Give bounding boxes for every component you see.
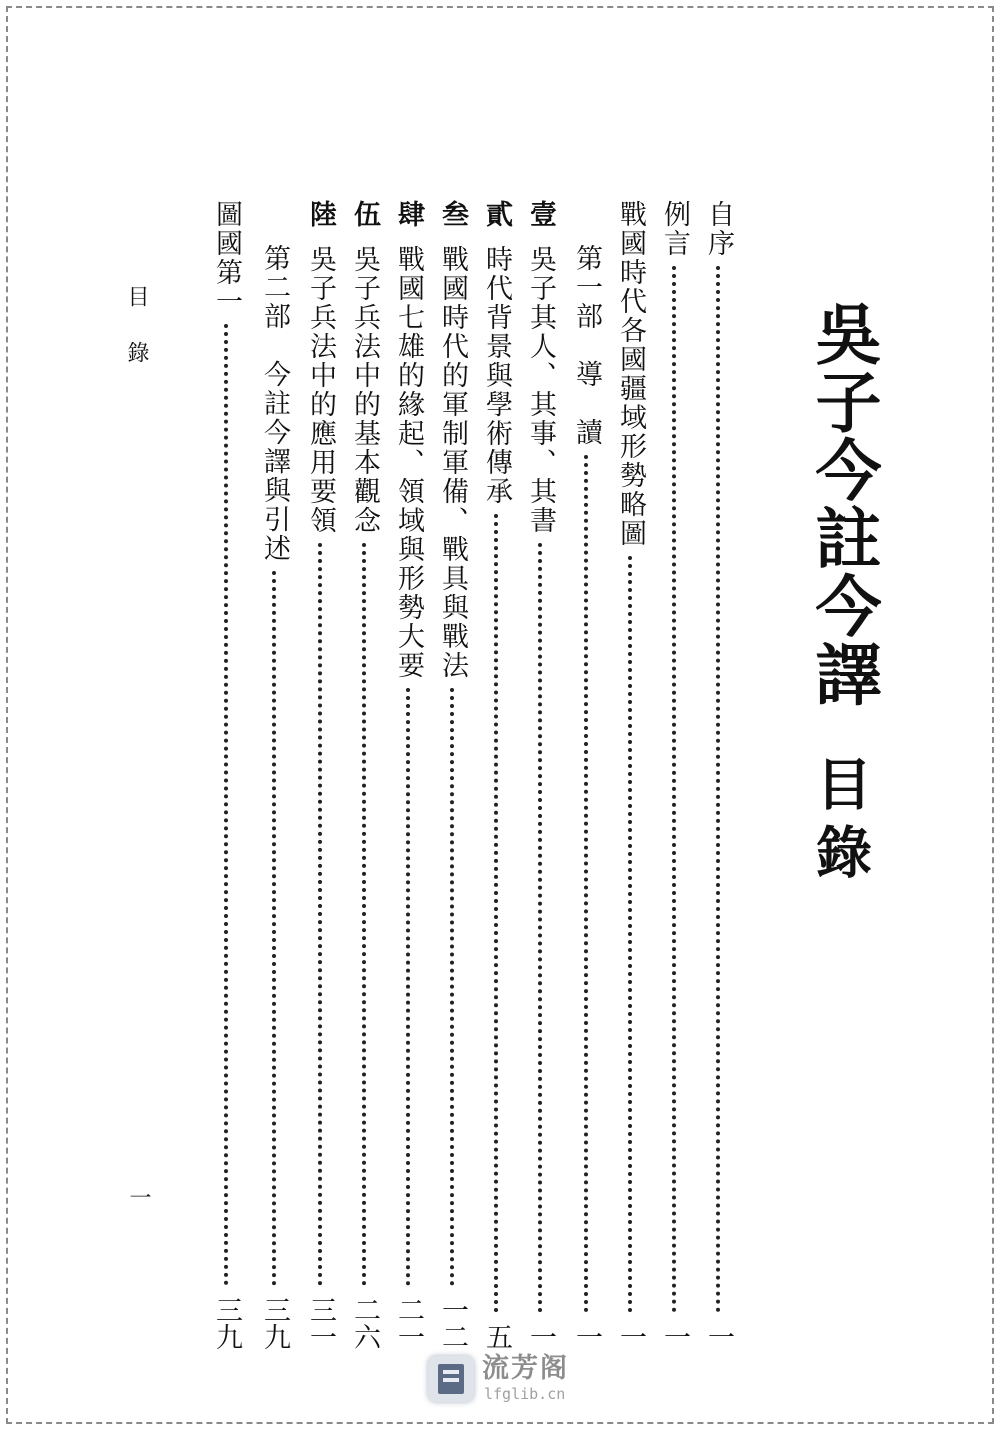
toc-entry-page: 一 — [615, 1323, 646, 1350]
running-head: 目錄 — [124, 285, 149, 397]
toc-entry-title: 例言 — [659, 200, 690, 258]
toc-entry-page: 三九 — [211, 1296, 242, 1350]
toc-part-heading[interactable] — [254, 200, 294, 1350]
toc-entry[interactable] — [344, 200, 384, 1350]
toc-entry-page: 二一 — [393, 1296, 424, 1350]
dot-leader — [672, 266, 676, 1313]
toc-entry-page: 二六 — [349, 1296, 380, 1350]
watermark-name: 流芳阁 — [482, 1353, 569, 1384]
dot-leader — [584, 455, 588, 1313]
toc-entry-title: 戰國時代各國疆域形勢略圖 — [615, 200, 646, 548]
toc-entry-page: 一 — [703, 1323, 734, 1350]
toc-entry[interactable] — [388, 200, 428, 1350]
toc-entry-title: 戰國七雄的緣起、領域與形勢大要 — [393, 245, 424, 680]
toc-entry-page: 一 — [571, 1323, 602, 1350]
watermark — [428, 1354, 604, 1406]
dot-leader — [318, 543, 322, 1286]
toc-entry-title: 吳子兵法中的應用要領 — [305, 245, 336, 535]
dot-leader — [362, 543, 366, 1286]
book-logo-icon — [428, 1356, 474, 1402]
toc-entry-title: 戰國時代的軍制軍備、戰具與戰法 — [437, 245, 468, 680]
toc-entry[interactable] — [432, 200, 472, 1350]
toc-entry-title: 第二部 今註今譯與引述 — [259, 244, 290, 563]
watermark-url: lfglib.cn — [484, 1385, 566, 1403]
toc-entry-page: 三九 — [259, 1296, 290, 1350]
dot-leader — [716, 266, 720, 1313]
toc-entry[interactable] — [698, 200, 738, 1350]
toc-entry-number: 肆 — [393, 200, 424, 229]
dot-leader — [538, 543, 542, 1313]
toc-entry-number: 叁 — [437, 200, 468, 229]
toc-entry-number: 陸 — [305, 200, 336, 229]
toc-entry-title: 吳子兵法中的基本觀念 — [349, 245, 380, 535]
toc-entry[interactable] — [654, 200, 694, 1350]
toc-entry-title: 吳子其人、其事、其書 — [525, 245, 556, 535]
dot-leader — [272, 571, 276, 1286]
dot-leader — [628, 556, 632, 1313]
toc-entry-title: 圖國第一 — [211, 200, 242, 316]
dot-leader — [224, 324, 228, 1286]
dot-leader — [450, 688, 454, 1286]
toc-entry-title: 時代背景與學術傳承 — [481, 245, 512, 506]
toc-entry-title: 自序 — [703, 200, 734, 258]
toc-entry-page: 五 — [481, 1323, 512, 1350]
dot-leader — [406, 688, 410, 1286]
toc-entry[interactable] — [610, 200, 650, 1350]
toc-entry-page: 一 — [525, 1323, 556, 1350]
toc-entry[interactable] — [300, 200, 340, 1350]
book-title: 吳子今註今譯 — [804, 300, 882, 708]
toc-entry-page: 一 — [659, 1323, 690, 1350]
contents-heading: 目錄 — [807, 755, 873, 891]
toc-entry-page: 一二 — [437, 1296, 468, 1350]
toc-entry-number: 伍 — [349, 200, 380, 229]
dot-leader — [494, 514, 498, 1313]
toc-entry-page: 三一 — [305, 1296, 336, 1350]
toc-entry-number: 壹 — [525, 200, 556, 229]
toc-entry-number: 貳 — [481, 200, 512, 229]
toc-entry-title: 第一部 導 讀 — [571, 244, 602, 447]
toc-entry[interactable] — [206, 200, 246, 1350]
toc-entry[interactable] — [476, 200, 516, 1350]
toc-part-heading[interactable] — [566, 200, 606, 1350]
page-number: 一 — [126, 1186, 151, 1208]
toc-entry[interactable] — [520, 200, 560, 1350]
